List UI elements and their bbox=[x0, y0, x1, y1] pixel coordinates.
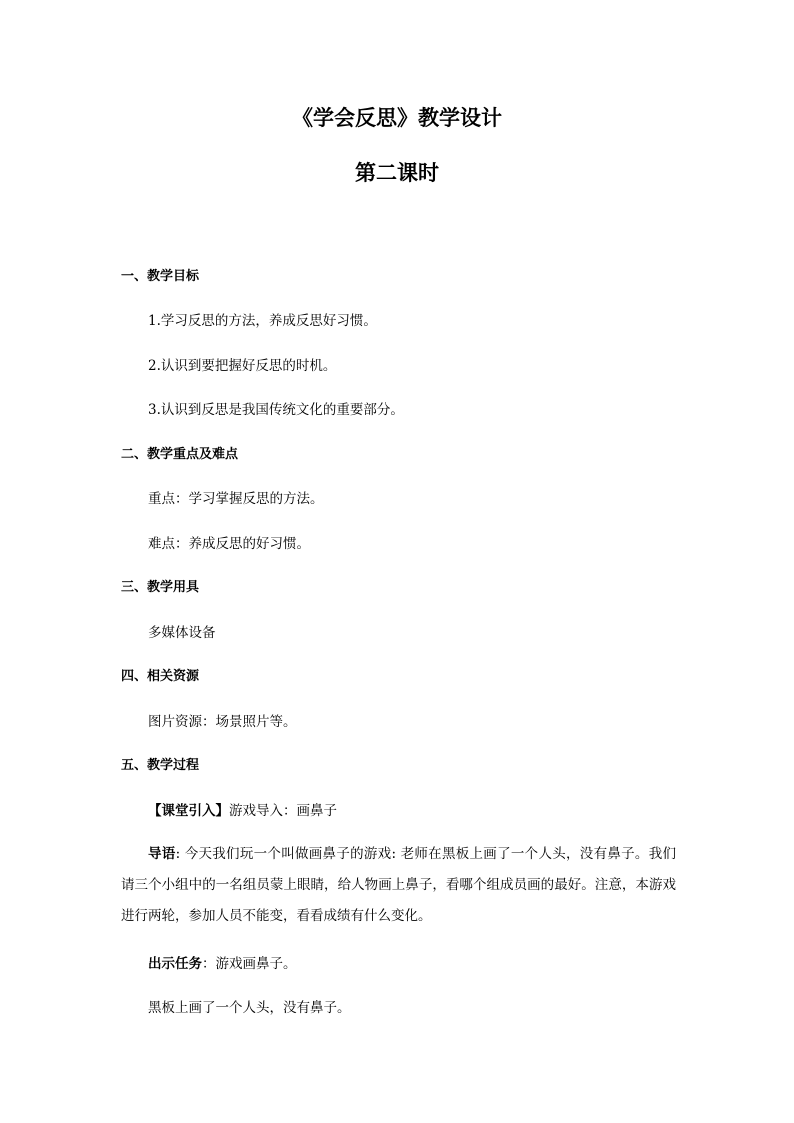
last-line: 黑板上画了一个人头，没有鼻子。 bbox=[148, 1000, 351, 1016]
difficulty-item: 难点：养成反思的好习惯。 bbox=[148, 536, 310, 552]
section-heading-tools: 三、教学用具 bbox=[121, 580, 200, 595]
section-heading-objectives: 一、教学目标 bbox=[121, 269, 200, 284]
objective-item: 3.认识到反思是我国传统文化的重要部分。 bbox=[148, 402, 404, 418]
section-heading-resources: 四、相关资源 bbox=[121, 669, 200, 684]
objective-item: 2.认识到要把握好反思的时机。 bbox=[148, 358, 337, 374]
resources-item: 图片资源：场景照片等。 bbox=[148, 714, 297, 730]
section-heading-process: 五、教学过程 bbox=[121, 758, 200, 773]
guide-paragraph bbox=[121, 839, 676, 932]
document-subtitle: 第二课时 bbox=[355, 161, 439, 185]
task-label: 出示任务 bbox=[148, 956, 202, 972]
document-title: 《学会反思》教学设计 bbox=[292, 106, 502, 130]
key-point-item: 重点：学习掌握反思的方法。 bbox=[148, 491, 324, 507]
guide-label: 导语 bbox=[148, 846, 176, 862]
section-heading-key-points: 二、教学重点及难点 bbox=[121, 447, 239, 462]
class-intro-text: 游戏导入：画鼻子 bbox=[229, 803, 337, 819]
class-intro-label: 【课堂引入】 bbox=[148, 803, 229, 819]
task-text: ：游戏画鼻子。 bbox=[202, 956, 297, 972]
objective-item: 1.学习反思的方法，养成反思好习惯。 bbox=[148, 313, 377, 329]
task-line bbox=[148, 955, 297, 973]
class-intro-line bbox=[148, 802, 337, 820]
tools-item: 多媒体设备 bbox=[148, 625, 216, 641]
guide-text: : 今天我们玩一个叫做画鼻子的游戏: 老师在黑板上画了一个人头，没有鼻子。我们请三个小组中的一名组员蒙上眼睛，给人物画上鼻子，看哪个组成员画的最好。注意，本游戏进行两轮，参加人员不能变，看看成绩有什么变化。 bbox=[121, 846, 676, 924]
